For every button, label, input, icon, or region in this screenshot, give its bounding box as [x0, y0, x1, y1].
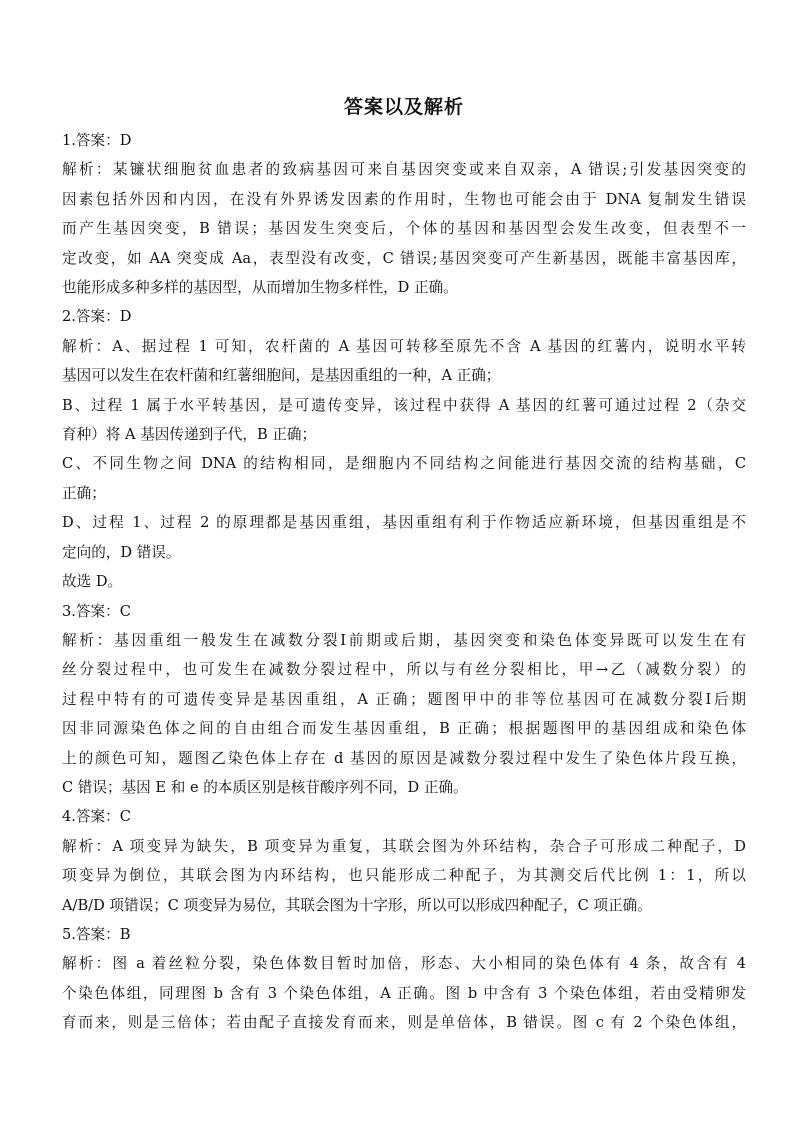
text-line: 育种）将 A 基因传递到子代，B 正确；	[62, 426, 317, 444]
text-line: 4.答案：C	[62, 808, 131, 826]
page-title: 答案以及解析	[343, 96, 464, 118]
text-line: 而产生基因突变，B 错误；基因发生突变后，个体的基因和基因型会发生改变，但表型不一	[62, 220, 746, 238]
text-line: 上的颜色可知，题图乙染色体上存在 d 基因的原因是减数分裂过程中发生了染色体片段互换，	[62, 749, 746, 767]
text-line: 因非同源染色体之间的自由组合而发生基因重组，B 正确；根据题图甲的基因组成和染色体	[62, 720, 746, 738]
text-line: 解析：某镰状细胞贫血患者的致病基因可来自基因突变或来自双亲，A 错误;引发基因突变的	[62, 161, 746, 179]
text-line: C、不同生物之间 DNA 的结构相同，是细胞内不同结构之间能进行基因交流的结构基础，C	[62, 455, 746, 473]
text-line: 也能形成多种多样的基因型，从而增加生物多样性，D 正确。	[62, 279, 458, 297]
text-line: 5.答案：B	[62, 925, 131, 943]
text-line: 过程中特有的可遗传变异是基因重组，A 正确；题图甲中的非等位基因可在减数分裂Ⅰ后期	[62, 690, 746, 708]
text-line: 因素包括外因和内因，在没有外界诱发因素的作用时，生物也可能会由于 DNA 复制发生错误	[62, 190, 746, 208]
text-line: 育而来，则是三倍体；若由配子直接发育而来，则是单倍体，B 错误。图 c 有 2 个染色体组，	[62, 1014, 746, 1032]
text-line: 个染色体组，同理图 b 含有 3 个染色体组，A 正确。图 b 中含有 3 个染色体组，若由受精卵发	[62, 984, 746, 1002]
text-line: 丝分裂过程中，也可发生在减数分裂过程中，所以与有丝分裂相比，甲→乙（减数分裂）的	[62, 661, 746, 679]
text-line: 2.答案：D	[62, 308, 132, 326]
text-line: 解析：A 项变异为缺失，B 项变异为重复，其联会图为外环结构，杂合子可形成二种配子，D	[62, 837, 746, 855]
text-line: 解析：图 a 着丝粒分裂，染色体数目暂时加倍，形态、大小相同的染色体有 4 条，故含有 4	[62, 955, 746, 973]
text-line: 解析：A、据过程 1 可知，农杆菌的 A 基因可转移至原先不含 A 基因的红薯内，说明水平转	[62, 337, 746, 355]
text-line: 解析：基因重组一般发生在减数分裂Ⅰ前期或后期，基因突变和染色体变异既可以发生在有	[62, 631, 746, 649]
text-line: 故选 D。	[62, 573, 123, 591]
text-line: D、过程 1、过程 2 的原理都是基因重组，基因重组有利于作物适应新环境，但基因重组是不	[62, 514, 746, 532]
text-line: C 错误；基因 E 和 e 的本质区别是核苷酸序列不同，D 正确。	[62, 778, 468, 796]
text-line: 基因可以发生在农杆菌和红薯细胞间，是基因重组的一种，A 正确；	[62, 367, 501, 385]
text-line: 1.答案：D	[62, 132, 132, 149]
text-line: B、过程 1 属于水平转基因，是可遗传变异，该过程中获得 A 基因的红薯可通过过程 2（杂交	[62, 396, 746, 414]
text-line: 项变异为倒位，其联会图为内环结构，也只能形成二种配子，为其测交后代比例 1：1，所以	[62, 867, 746, 885]
answer-sheet	[62, 92, 746, 1038]
text-line: A/B/D 项错误；C 项变异为易位，其联会图为十字形，所以可以形成四种配子，C 项正确。	[62, 896, 652, 914]
answer-body	[62, 126, 746, 1038]
text-line: 定向的，D 错误。	[62, 543, 181, 561]
text-line: 3.答案：C	[62, 602, 131, 620]
text-line: 正确；	[62, 484, 106, 502]
text-line: 定改变，如 AA 突变成 Aa，表型没有改变，C 错误;基因突变可产生新基因，既能丰富基因库，	[62, 249, 746, 267]
